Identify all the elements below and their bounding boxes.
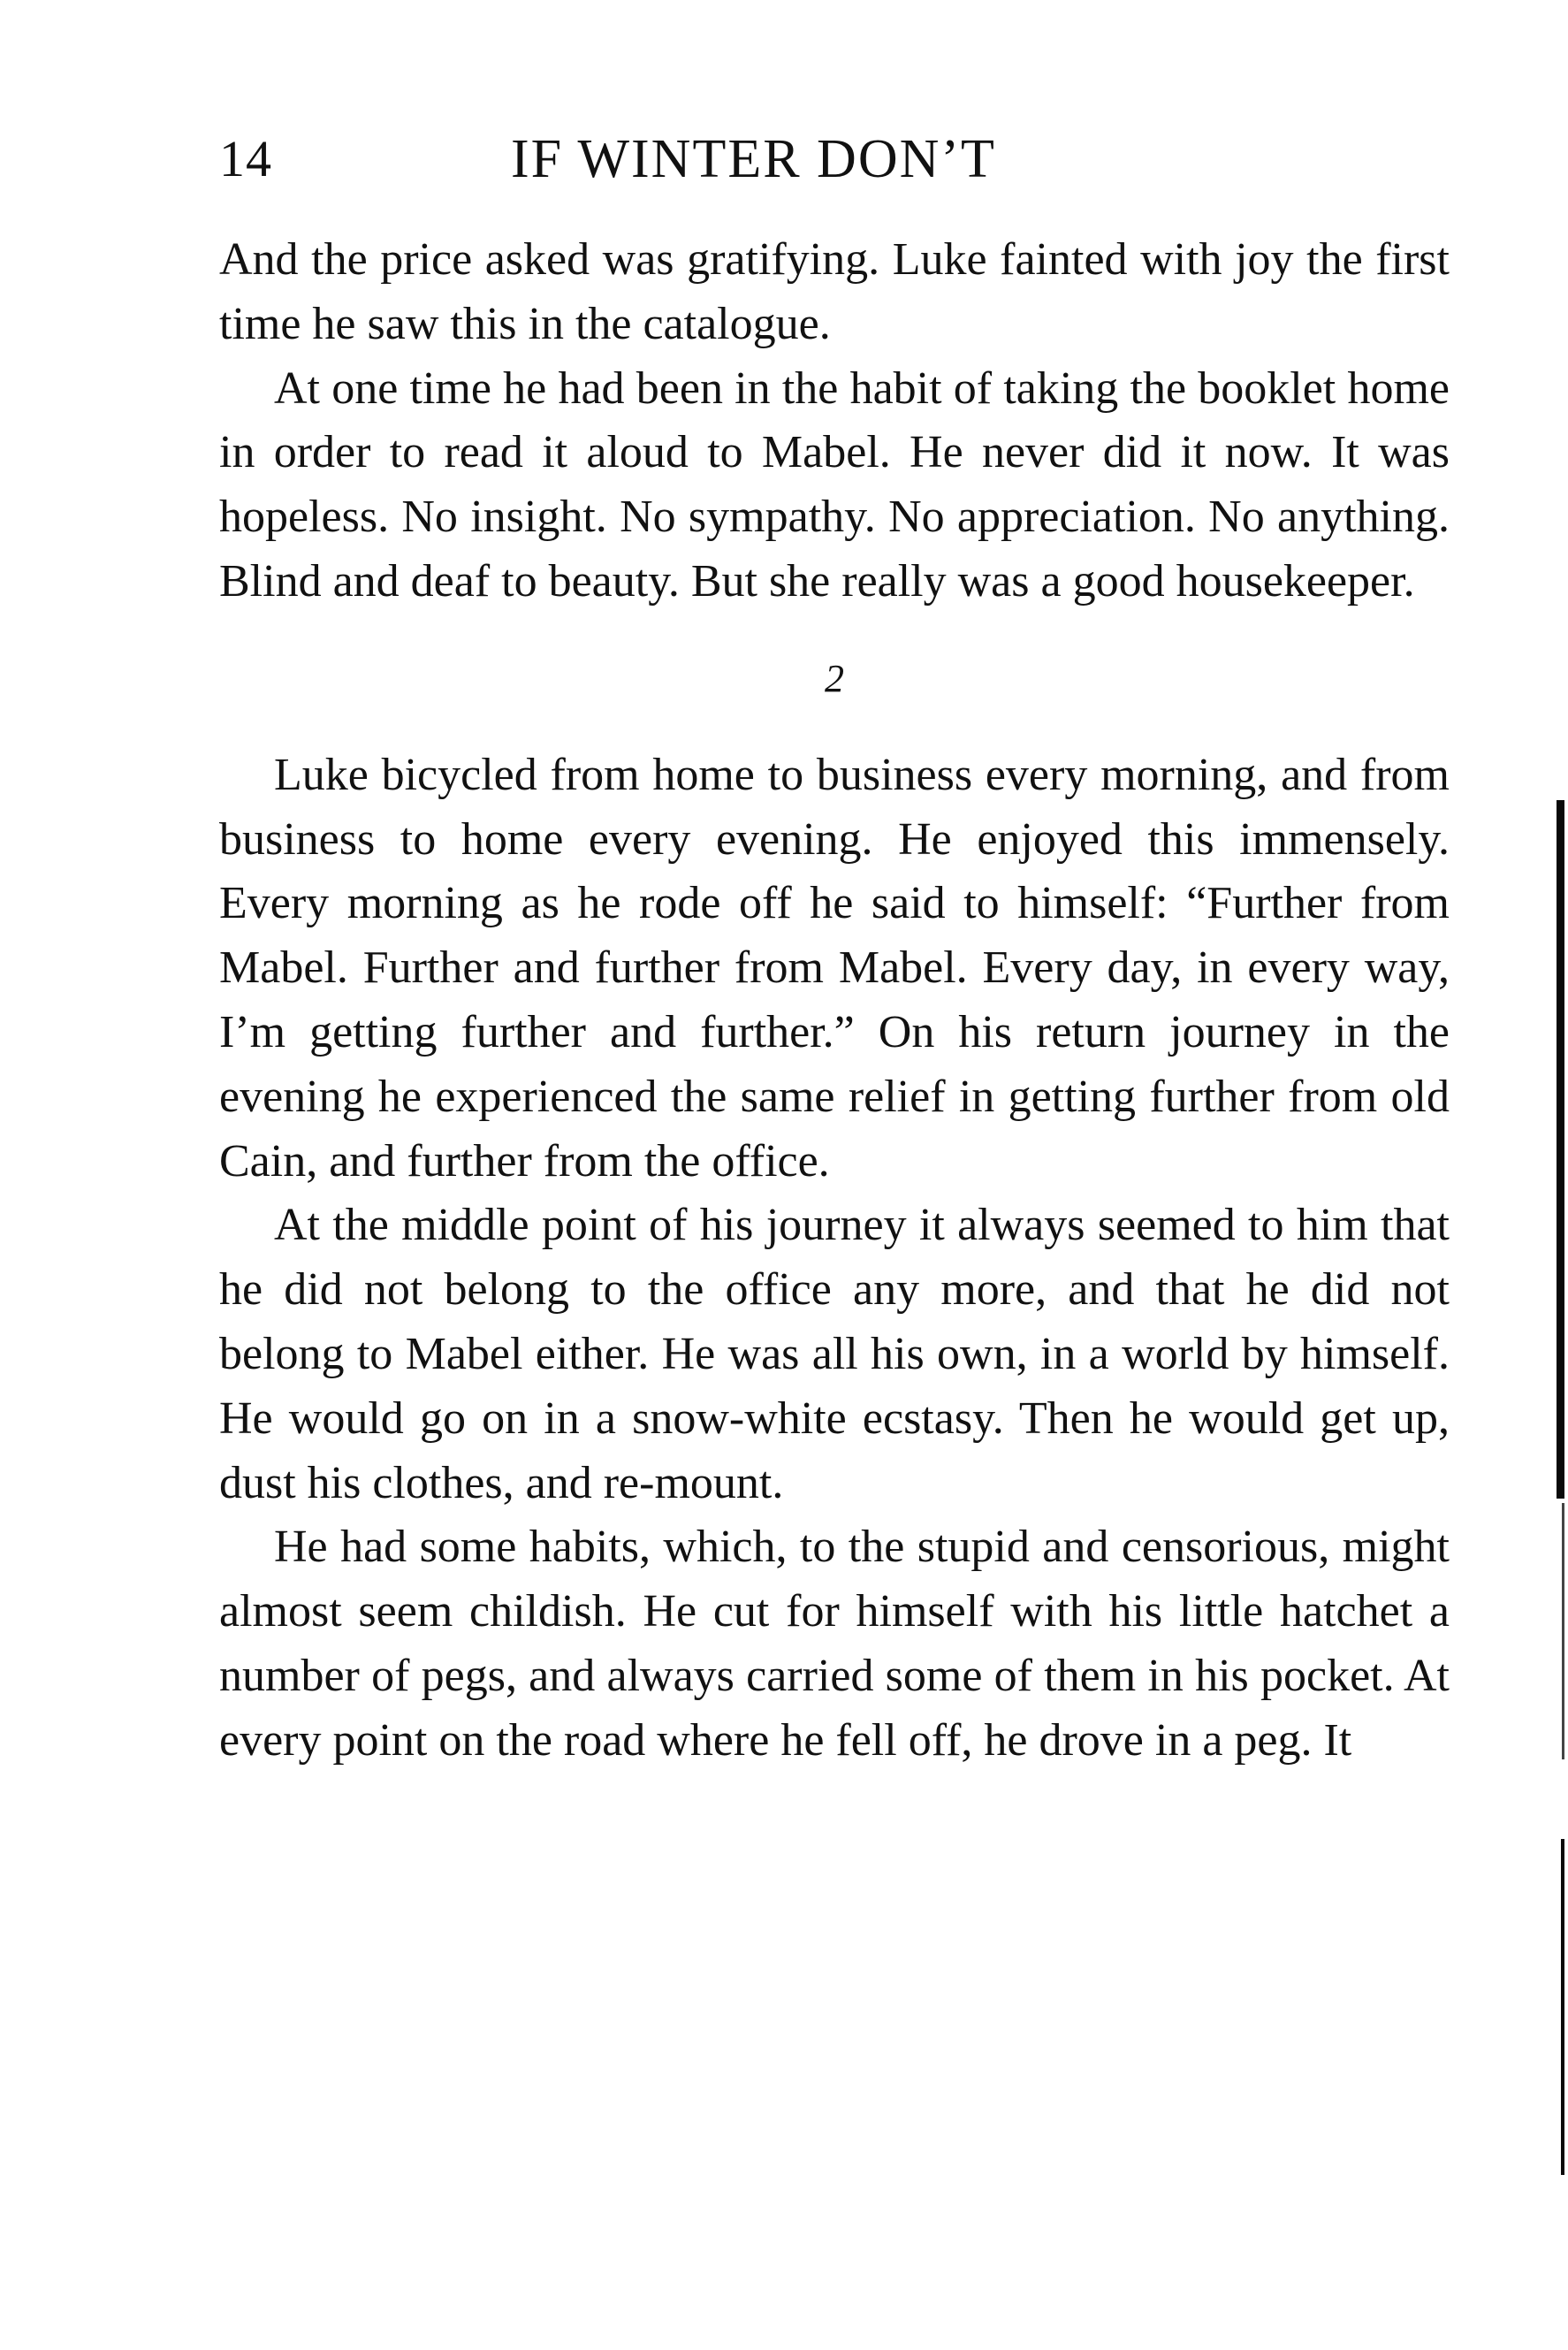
paragraph: He had some habits, which, to the stupid and censorious, might almost seem childish. He cut for himself with his little hatchet a number of pegs, and always carried some of them in his pocket. At every point on the road where he fell off, he drove in a peg. It — [219, 1522, 1450, 1766]
page-number: 14 — [219, 130, 272, 187]
scan-edge-shadow-lower — [1561, 1839, 1564, 2175]
paragraph-continued: And the price asked was gratifying. Luke fainted with joy the first time he saw this in the catalogue. — [219, 234, 1450, 349]
scan-edge-line — [1562, 1503, 1564, 1759]
body-text — [219, 228, 1450, 1774]
running-title: IF WINTER DON’T — [511, 129, 996, 189]
paragraph: At one time he had been in the habit of taking the booklet home in order to read it aloud to Mabel. He never did it now. It was hopeless. No insight. No sympathy. No appreciation. No anything. Blind and deaf to beauty. But she really was a good housekeeper. — [219, 362, 1450, 607]
section-number: 2 — [825, 656, 844, 700]
running-head — [219, 124, 1450, 195]
paragraph: At the middle point of his journey it always seemed to him that he did not belong to the office any more, and that he did not belong to Mabel either. He was all his own, in a world by himself. He would go on in a snow-white ecstasy. Then he would get up, dust his clothes, and re-mount. — [219, 1200, 1450, 1508]
scan-edge-shadow — [1557, 800, 1564, 1499]
paragraph: Luke bicycled from home to business every morning, and from business to home every evening. He enjoyed this immensely. Every morning as he rode off he said to himself: “Further from Mabel. Further and further from Mabel. Every day, in every way, I’m getting further and further.” On his return journey in the evening he experienced the same relief in getting further from old Cain, and further from the office. — [219, 749, 1450, 1186]
